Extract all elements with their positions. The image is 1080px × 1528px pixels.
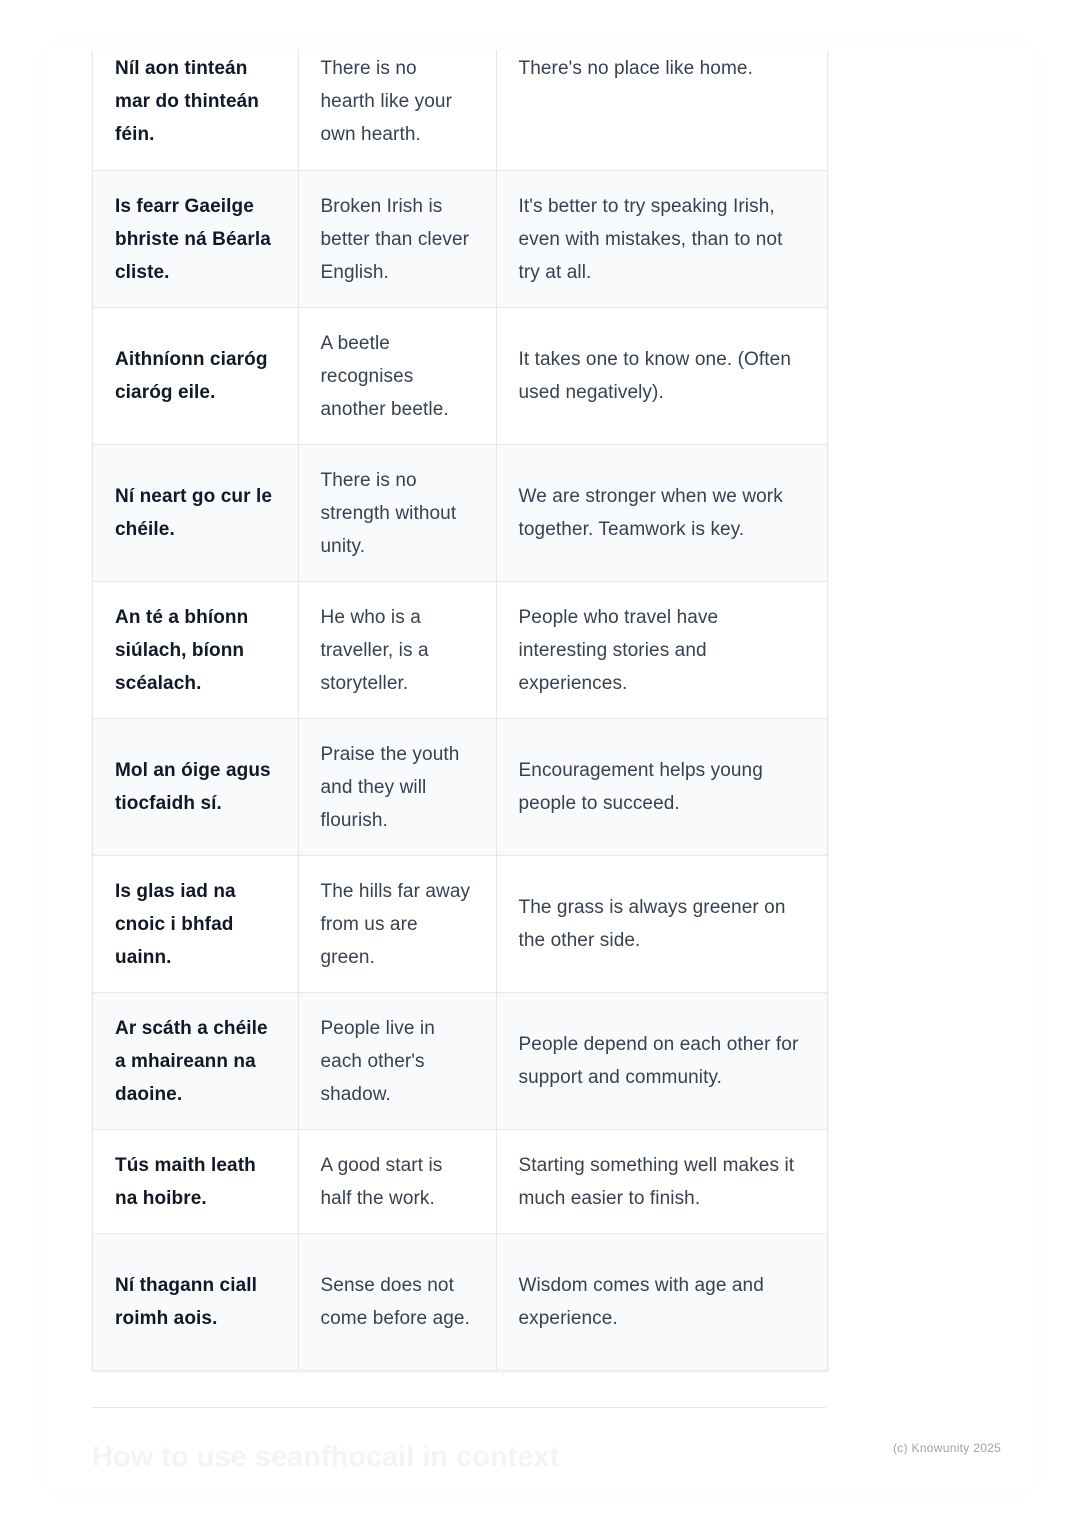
literal-translation: Broken Irish is better than clever English. xyxy=(298,171,496,308)
meaning: Starting something well makes it much easier to finish. xyxy=(496,1130,827,1234)
irish-proverb: Ní thagann ciall roimh aois. xyxy=(93,1234,298,1371)
copyright-footer: (c) Knowunity 2025 xyxy=(893,1441,1002,1455)
literal-translation: He who is a traveller, is a storyteller. xyxy=(298,582,496,719)
literal-translation: Sense does not come before age. xyxy=(298,1234,496,1371)
irish-proverb: Tús maith leath na hoibre. xyxy=(93,1130,298,1234)
table-row xyxy=(93,445,827,582)
table-row xyxy=(93,582,827,719)
literal-translation: A good start is half the work. xyxy=(298,1130,496,1234)
irish-proverb: An té a bhíonn siúlach, bíonn scéalach. xyxy=(93,582,298,719)
literal-translation: People live in each other's shadow. xyxy=(298,993,496,1130)
irish-proverb: Mol an óige agus tiocfaidh sí. xyxy=(93,719,298,856)
next-section-heading: How to use seanfhocail in context xyxy=(92,1441,560,1473)
meaning: People who travel have interesting stories and experiences. xyxy=(496,582,827,719)
literal-translation: A beetle recognises another beetle. xyxy=(298,308,496,445)
table-row xyxy=(93,1234,827,1371)
irish-proverb: Ar scáth a chéile a mhaireann na daoine. xyxy=(93,993,298,1130)
irish-proverb: Níl aon tinteán mar do thinteán féin. xyxy=(93,50,298,171)
meaning: Encouragement helps young people to succeed. xyxy=(496,719,827,856)
meaning: It takes one to know one. (Often used negatively). xyxy=(496,308,827,445)
irish-proverb: Ní neart go cur le chéile. xyxy=(93,445,298,582)
meaning: It's better to try speaking Irish, even with mistakes, than to not try at all. xyxy=(496,171,827,308)
table-row xyxy=(93,856,827,993)
table-row xyxy=(93,1130,827,1234)
literal-translation: The hills far away from us are green. xyxy=(298,856,496,993)
meaning: The grass is always greener on the other side. xyxy=(496,856,827,993)
table-row xyxy=(93,50,827,171)
meaning: People depend on each other for support and community. xyxy=(496,993,827,1130)
table-row xyxy=(93,171,827,308)
proverbs-table xyxy=(92,50,828,1371)
meaning: We are stronger when we work together. Teamwork is key. xyxy=(496,445,827,582)
literal-translation: Praise the youth and they will flourish. xyxy=(298,719,496,856)
meaning: There's no place like home. xyxy=(496,50,827,171)
table-row xyxy=(93,719,827,856)
irish-proverb: Aithníonn ciaróg ciaróg eile. xyxy=(93,308,298,445)
literal-translation: There is no hearth like your own hearth. xyxy=(298,50,496,171)
table-row xyxy=(93,993,827,1130)
section-divider xyxy=(92,1407,826,1408)
table-row xyxy=(93,308,827,445)
irish-proverb: Is fearr Gaeilge bhriste ná Béarla cliste. xyxy=(93,171,298,308)
irish-proverb: Is glas iad na cnoic i bhfad uainn. xyxy=(93,856,298,993)
meaning: Wisdom comes with age and experience. xyxy=(496,1234,827,1371)
literal-translation: There is no strength without unity. xyxy=(298,445,496,582)
